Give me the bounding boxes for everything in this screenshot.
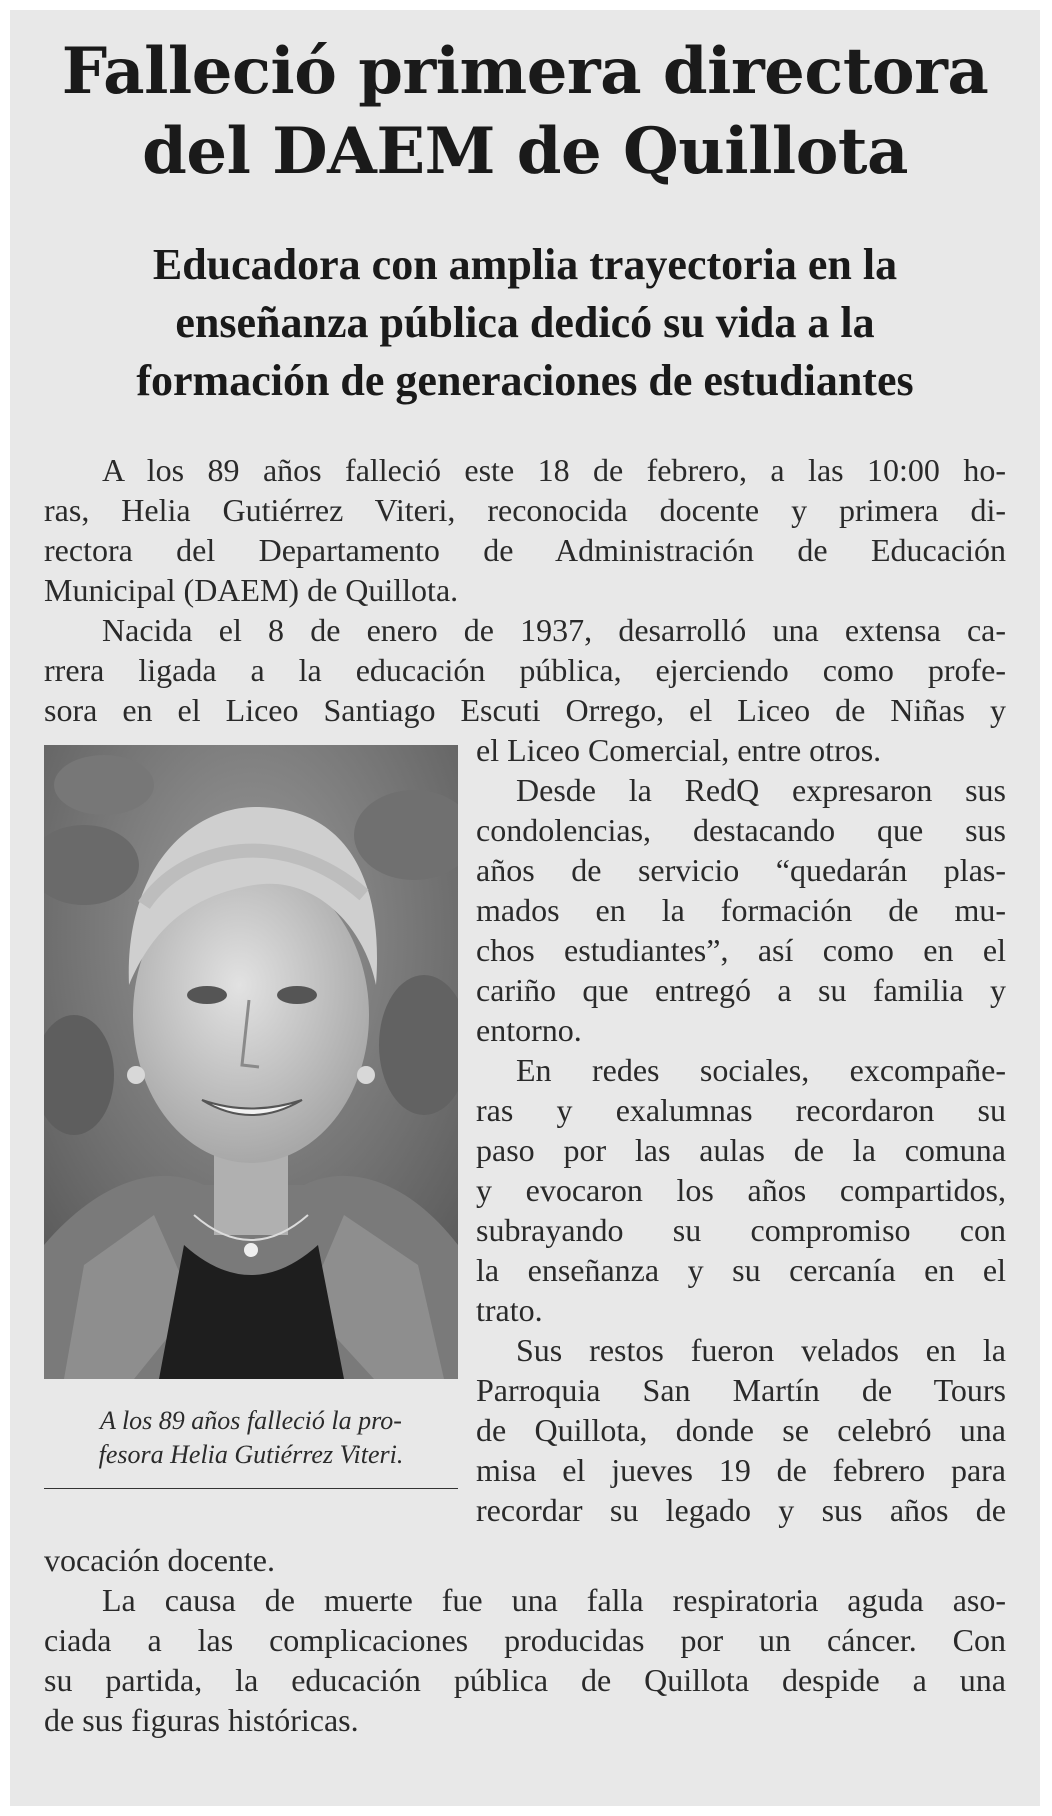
body-line: recordar su legado y sus años de	[476, 1492, 1006, 1528]
subheadline-line: enseñanza pública dedicó su vida a la	[175, 298, 875, 347]
body-line: condolencias, destacando que sus	[476, 812, 1006, 848]
headline-line: Falleció primera directora	[61, 34, 989, 109]
photo-caption-line: fesora Helia Gutiérrez Viteri.	[98, 1440, 404, 1469]
body-line: Desde la RedQ expresaron sus	[516, 772, 1006, 808]
body-line: ras y exalumnas recordaron su	[476, 1092, 1006, 1128]
body-line: Sus restos fueron velados en la	[516, 1332, 1006, 1368]
body-line: paso por las aulas de la comuna	[476, 1132, 1006, 1168]
body-line: La causa de muerte fue una falla respiratoria aguda aso-	[102, 1582, 1006, 1618]
headline	[10, 32, 1040, 192]
body-line: vocación docente.	[44, 1542, 275, 1578]
body-line: Parroquia San Martín de Tours	[476, 1372, 1006, 1408]
portrait-photo	[44, 745, 458, 1379]
body-line: trato.	[476, 1292, 543, 1328]
body-line: A los 89 años falleció este 18 de febrero, a las 10:00 ho-	[102, 452, 1006, 488]
news-clipping	[10, 10, 1040, 1806]
body-line: Municipal (DAEM) de Quillota.	[44, 572, 459, 608]
body-line: ras, Helia Gutiérrez Viteri, reconocida docente y primera di-	[44, 492, 1006, 528]
body-line: En redes sociales, excompañe-	[516, 1052, 1006, 1088]
body-line: sora en el Liceo Santiago Escuti Orrego, el Liceo de Niñas y	[44, 692, 1006, 728]
body-line: misa el jueves 19 de febrero para	[476, 1452, 1006, 1488]
body-line: entorno.	[476, 1012, 582, 1048]
body-line: ciada a las complicaciones producidas por un cáncer. Con	[44, 1622, 1006, 1658]
body-line: su partida, la educación pública de Quillota despide a una	[44, 1662, 1006, 1698]
subheadline	[10, 236, 1040, 410]
headline-line: del DAEM de Quillota	[142, 114, 908, 189]
body-line: el Liceo Comercial, entre otros.	[476, 732, 882, 768]
body-line: años de servicio “quedarán plas-	[476, 852, 1006, 888]
caption-divider	[44, 1488, 458, 1489]
subheadline-line: formación de generaciones de estudiantes	[136, 356, 914, 405]
photo-caption-line: A los 89 años falleció la pro-	[100, 1406, 402, 1435]
body-line: Nacida el 8 de enero de 1937, desarrolló una extensa ca-	[102, 612, 1006, 648]
body-line: rrera ligada a la educación pública, ejerciendo como profe-	[44, 652, 1006, 688]
body-line: subrayando su compromiso con	[476, 1212, 1006, 1248]
body-line: rectora del Departamento de Administración de Educación	[44, 532, 1006, 568]
body-line: la enseñanza y su cercanía en el	[476, 1252, 1006, 1288]
subheadline-line: Educadora con amplia trayectoria en la	[152, 240, 898, 289]
body-line: cariño que entregó a su familia y	[476, 972, 1006, 1008]
body-line: de sus figuras históricas.	[44, 1702, 359, 1738]
portrait-illustration	[44, 745, 458, 1379]
body-line: y evocaron los años compartidos,	[476, 1172, 1006, 1208]
body-line: mados en la formación de mu-	[476, 892, 1006, 928]
body-line: de Quillota, donde se celebró una	[476, 1412, 1006, 1448]
body-line: chos estudiantes”, así como en el	[476, 932, 1006, 968]
